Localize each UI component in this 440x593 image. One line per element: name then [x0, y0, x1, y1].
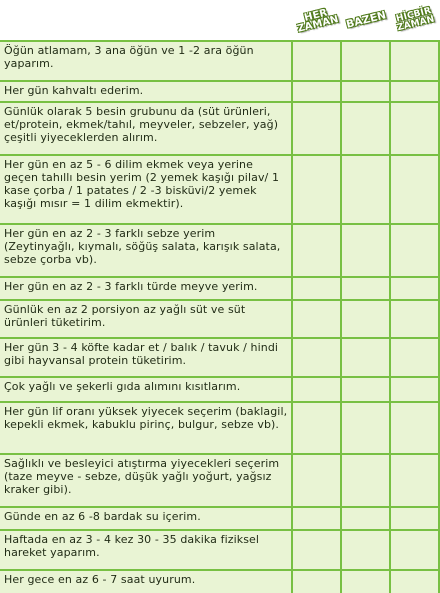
- table-row: [0, 276, 440, 299]
- answer-cell-sometimes[interactable]: [342, 403, 390, 453]
- question-text: Haftada en az 3 - 4 kez 30 - 35 dakika fiziksel hareket yaparım.: [4, 533, 260, 559]
- table-row: [0, 154, 440, 223]
- column-divider: [291, 40, 293, 593]
- answer-cell-never[interactable]: [391, 301, 439, 337]
- answer-cell-sometimes[interactable]: [342, 378, 390, 401]
- answer-cell-never[interactable]: [391, 455, 439, 506]
- answer-cell-always[interactable]: [293, 278, 341, 299]
- column-header-always: [293, 0, 341, 40]
- column-header-sometimes-label: BAZEN: [344, 8, 388, 31]
- answer-cell-never[interactable]: [391, 82, 439, 101]
- answer-cell-always[interactable]: [293, 508, 341, 529]
- column-divider: [389, 40, 391, 593]
- answer-cell-always[interactable]: [293, 301, 341, 337]
- question-text: Günde en az 6 -8 bardak su içerim.: [4, 510, 201, 523]
- answer-cell-always[interactable]: [293, 571, 341, 593]
- answer-cell-sometimes[interactable]: [342, 455, 390, 506]
- answer-cell-always[interactable]: [293, 82, 341, 101]
- answer-cell-never[interactable]: [391, 103, 439, 154]
- column-header-always-label: HER ZAMAN: [296, 7, 340, 35]
- table-row: [0, 80, 440, 101]
- question-text: Her gün en az 5 - 6 dilim ekmek veya yerine geçen tahıllı besin yerim (2 yemek kaşığı pilav/ 1 kase çorba / 1 patates / 2 -3 bisküvi/2 yemek kaşığı mısır = 1 dilim ekmektir).: [4, 158, 280, 210]
- answer-cell-always[interactable]: [293, 42, 341, 80]
- answer-cell-never[interactable]: [391, 508, 439, 529]
- answer-cell-always[interactable]: [293, 378, 341, 401]
- answer-cell-never[interactable]: [391, 571, 439, 593]
- answer-cell-sometimes[interactable]: [342, 82, 390, 101]
- answer-cell-sometimes[interactable]: [342, 278, 390, 299]
- answer-cell-sometimes[interactable]: [342, 103, 390, 154]
- answer-cell-never[interactable]: [391, 42, 439, 80]
- answer-cell-never[interactable]: [391, 378, 439, 401]
- answer-cell-never[interactable]: [391, 403, 439, 453]
- answer-cell-sometimes[interactable]: [342, 225, 390, 276]
- answer-cell-sometimes[interactable]: [342, 42, 390, 80]
- question-text: Her gün kahvaltı ederim.: [4, 84, 144, 97]
- answer-cell-never[interactable]: [391, 278, 439, 299]
- answer-cell-sometimes[interactable]: [342, 301, 390, 337]
- question-text: Sağlıklı ve besleyici atıştırma yiyecekleri seçerim (taze meyve - sebze, düşük yağlı yoğurt, yağsız kraker gibi).: [4, 457, 280, 496]
- table-row: [0, 376, 440, 401]
- question-text: Her gün lif oranı yüksek yiyecek seçerim (baklagil, kepekli ekmek, kabuklu pirinç, bulgur, sebze vb).: [4, 405, 288, 431]
- table-row: [0, 299, 440, 337]
- answer-cell-sometimes[interactable]: [342, 508, 390, 529]
- table-row: [0, 101, 440, 154]
- question-text: Çok yağlı ve şekerli gıda alımını kısıtlarım.: [4, 380, 241, 393]
- answer-cell-never[interactable]: [391, 156, 439, 223]
- answer-cell-never[interactable]: [391, 531, 439, 569]
- answer-cell-always[interactable]: [293, 531, 341, 569]
- answer-cell-never[interactable]: [391, 339, 439, 376]
- table-row: [0, 40, 440, 80]
- answer-cell-always[interactable]: [293, 103, 341, 154]
- answer-cell-sometimes[interactable]: [342, 156, 390, 223]
- question-text: Günlük en az 2 porsiyon az yağlı süt ve süt ürünleri tüketirim.: [4, 303, 246, 329]
- question-text: Günlük olarak 5 besin grubunu da (süt ürünleri, et/protein, ekmek/tahıl, meyveler, sebzeler, yağ) çeşitli yiyeceklerden alırım.: [4, 105, 279, 144]
- table-row: [0, 529, 440, 569]
- question-text: Her gün en az 2 - 3 farklı türde meyve yerim.: [4, 280, 258, 293]
- answer-cell-sometimes[interactable]: [342, 571, 390, 593]
- answer-cell-never[interactable]: [391, 225, 439, 276]
- table-row: [0, 569, 440, 593]
- answer-cell-always[interactable]: [293, 455, 341, 506]
- question-text: Öğün atlamam, 3 ana öğün ve 1 -2 ara öğün yaparım.: [4, 44, 254, 70]
- table-row: [0, 506, 440, 529]
- questionnaire-table: [0, 40, 440, 593]
- question-text: Her gün en az 2 - 3 farklı sebze yerim (Zeytinyağlı, kıymalı, söğüş salata, karışık salata, sebze çorba vb).: [4, 227, 281, 266]
- column-header-never-label: HİÇBİR ZAMAN: [395, 5, 436, 34]
- answer-cell-always[interactable]: [293, 403, 341, 453]
- question-text: Her gün 3 - 4 köfte kadar et / balık / tavuk / hindi gibi hayvansal protein tüketirim.: [4, 341, 279, 367]
- table-row: [0, 401, 440, 453]
- column-header-sometimes: [342, 0, 390, 40]
- answer-cell-always[interactable]: [293, 225, 341, 276]
- answer-cell-always[interactable]: [293, 339, 341, 376]
- column-divider: [340, 40, 342, 593]
- table-row: [0, 337, 440, 376]
- answer-cell-sometimes[interactable]: [342, 339, 390, 376]
- column-header-never: [391, 0, 439, 40]
- table-row: [0, 453, 440, 506]
- question-text: Her gece en az 6 - 7 saat uyurum.: [4, 573, 196, 586]
- answer-cell-always[interactable]: [293, 156, 341, 223]
- table-row: [0, 223, 440, 276]
- answer-cell-sometimes[interactable]: [342, 531, 390, 569]
